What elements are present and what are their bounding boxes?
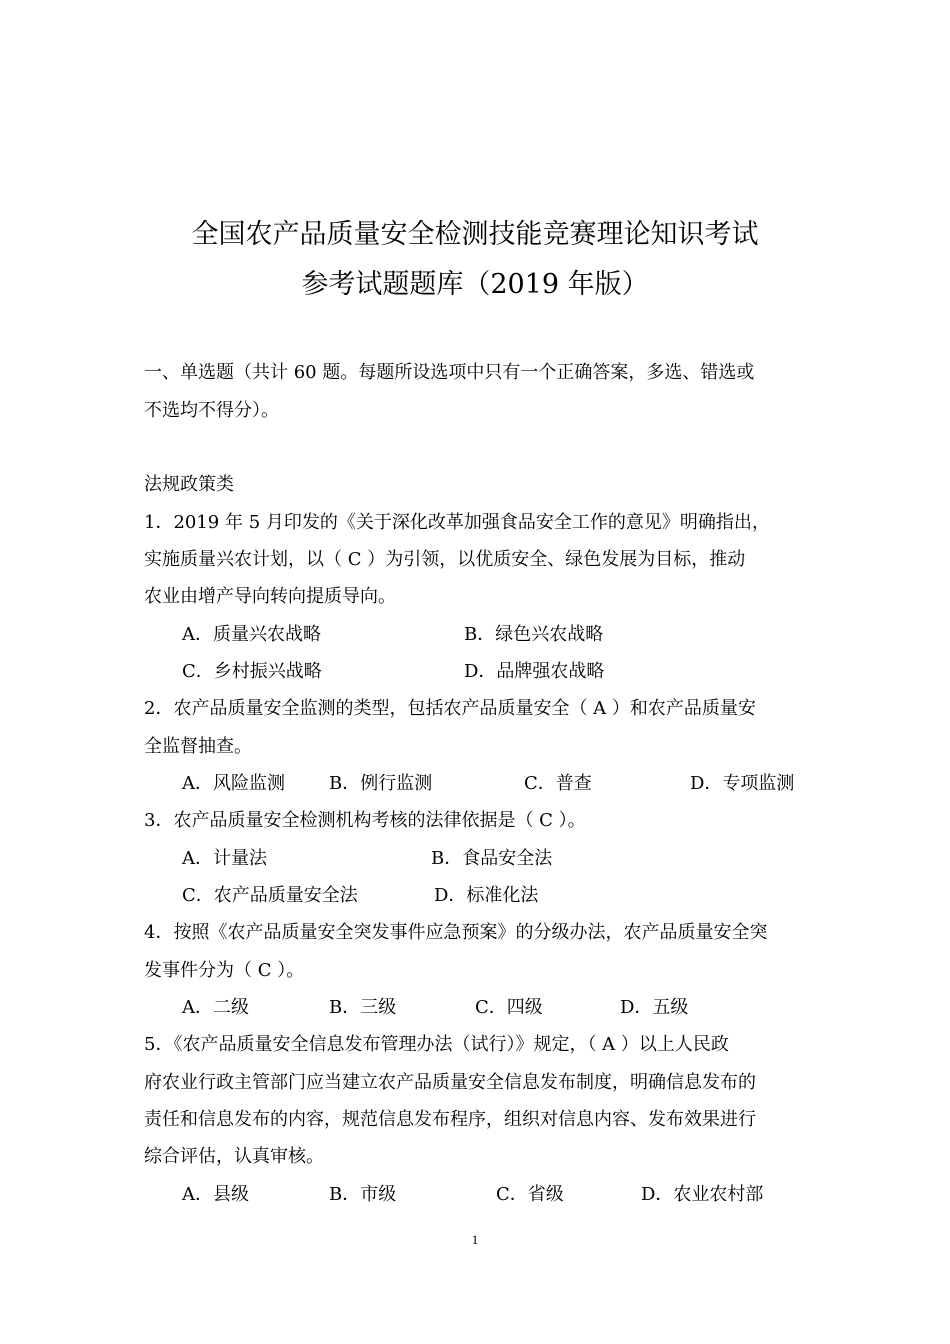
document-title-line-1: 全国农产品质量安全检测技能竞赛理论知识考试 — [191, 219, 759, 250]
question-4-option-b: B．三级 — [329, 997, 397, 1018]
question-1-option-b: B．绿色兴农战略 — [464, 624, 604, 645]
section-heading-line-1: 一、单选题（共计 60 题。每题所设选项中只有一个正确答案，多选、错选或 — [144, 362, 755, 383]
question-5-option-b: B．市级 — [329, 1184, 397, 1205]
question-2-line-1: 2．农产品质量安全监测的类型，包括农产品质量安全（ A ）和农产品质量安 — [144, 698, 756, 719]
question-2-option-d: D．专项监测 — [690, 773, 795, 794]
question-1-option-d: D．品牌强农战略 — [464, 661, 605, 682]
question-1-line-2: 实施质量兴农计划，以（ C ）为引领，以优质安全、绿色发展为目标，推动 — [144, 549, 746, 570]
document-title-line-2: 参考试题题库（2019 年版） — [301, 269, 649, 300]
question-4-line-1: 4．按照《农产品质量安全突发事件应急预案》的分级办法，农产品质量安全突 — [144, 922, 768, 943]
question-3-option-c: C．农产品质量安全法 — [182, 885, 358, 906]
question-4-line-2: 发事件分为（ C ）。 — [144, 960, 305, 981]
question-3-option-d: D．标准化法 — [434, 885, 539, 906]
question-3-line-1: 3．农产品质量安全检测机构考核的法律依据是（ C ）。 — [144, 810, 586, 831]
question-4-option-d: D．五级 — [620, 997, 689, 1018]
question-1-option-a: A．质量兴农战略 — [182, 624, 321, 645]
question-5-option-d: D．农业农村部 — [641, 1184, 764, 1205]
page-number: 1 — [471, 1232, 479, 1247]
question-5-line-3: 责任和信息发布的内容，规范信息发布程序，组织对信息内容、发布效果进行 — [144, 1109, 756, 1130]
question-3-option-a: A．计量法 — [182, 848, 267, 869]
question-1-line-1: 1．2019 年 5 月印发的《关于深化改革加强食品安全工作的意见》明确指出， — [144, 512, 770, 533]
question-4-option-a: A．二级 — [182, 997, 249, 1018]
question-5-line-1: 5．《农产品质量安全信息发布管理办法（试行）》规定，（ A ）以上人民政 — [144, 1034, 729, 1055]
question-2-option-b: B．例行监测 — [329, 773, 433, 794]
question-5-line-4: 综合评估，认真审核。 — [144, 1146, 324, 1167]
question-2-option-a: A．风险监测 — [182, 773, 285, 794]
category-heading: 法规政策类 — [144, 474, 234, 495]
question-2-line-2: 全监督抽查。 — [144, 736, 252, 757]
section-heading-line-2: 不选均不得分）。 — [144, 400, 279, 421]
question-5-option-c: C．省级 — [496, 1184, 564, 1205]
question-1-option-c: C．乡村振兴战略 — [182, 661, 322, 682]
question-2-option-c: C．普查 — [524, 773, 592, 794]
question-5-line-2: 府农业行政主管部门应当建立农产品质量安全信息发布制度，明确信息发布的 — [144, 1072, 756, 1093]
question-5-option-a: A．县级 — [182, 1184, 249, 1205]
question-4-option-c: C．四级 — [475, 997, 543, 1018]
question-1-line-3: 农业由增产导向转向提质导向。 — [144, 586, 396, 607]
question-3-option-b: B．食品安全法 — [431, 848, 553, 869]
